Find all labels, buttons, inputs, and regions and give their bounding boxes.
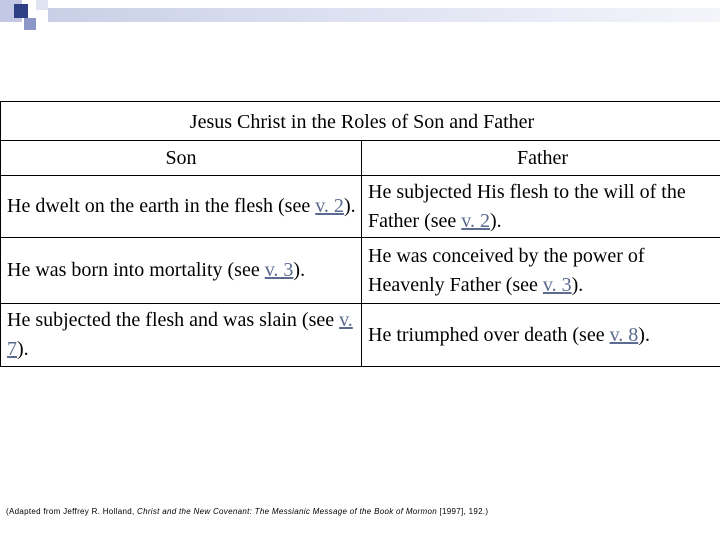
source-footnote: (Adapted from Jeffrey R. Holland, Christ and the New Covenant: The Messianic Message of the Book of Mormon [1997], 192.) — [6, 507, 489, 516]
table-title: Jesus Christ in the Roles of Son and Father — [1, 102, 720, 141]
book-title: Christ and the New Covenant: The Messianic Message of the Book of Mormon — [137, 507, 437, 516]
verse-link[interactable]: v. 2 — [315, 195, 344, 217]
header-father: Father — [362, 141, 720, 176]
header-son: Son — [1, 141, 362, 176]
corner-square-small — [36, 0, 48, 10]
header-gradient-bar — [48, 8, 720, 22]
cell-father: He was conceived by the power of Heavenly Father (see v. 3). — [362, 238, 720, 304]
verse-link[interactable]: v. 2 — [461, 209, 490, 232]
cell-son: He was born into mortality (see v. 3). — [1, 238, 362, 304]
table-row — [1, 238, 720, 304]
table-row — [1, 176, 720, 238]
roles-table — [0, 101, 720, 367]
cell-father: He triumphed over death (see v. 8). — [362, 304, 720, 367]
cell-son: He subjected the flesh and was slain (see v. 7). — [1, 304, 362, 367]
verse-link[interactable]: v. 3 — [542, 273, 572, 296]
verse-link[interactable]: v. 8 — [609, 323, 639, 346]
table-row — [1, 304, 720, 367]
cell-father: He subjected His flesh to the will of the Father (see v. 2). — [362, 176, 720, 238]
cell-son: He dwelt on the earth in the flesh (see v. 2). — [1, 176, 362, 238]
corner-square-dark — [14, 4, 28, 18]
verse-link[interactable]: v. 3 — [264, 259, 294, 281]
verse-link[interactable]: v. 7 — [7, 309, 353, 360]
corner-square-mid — [24, 18, 36, 30]
